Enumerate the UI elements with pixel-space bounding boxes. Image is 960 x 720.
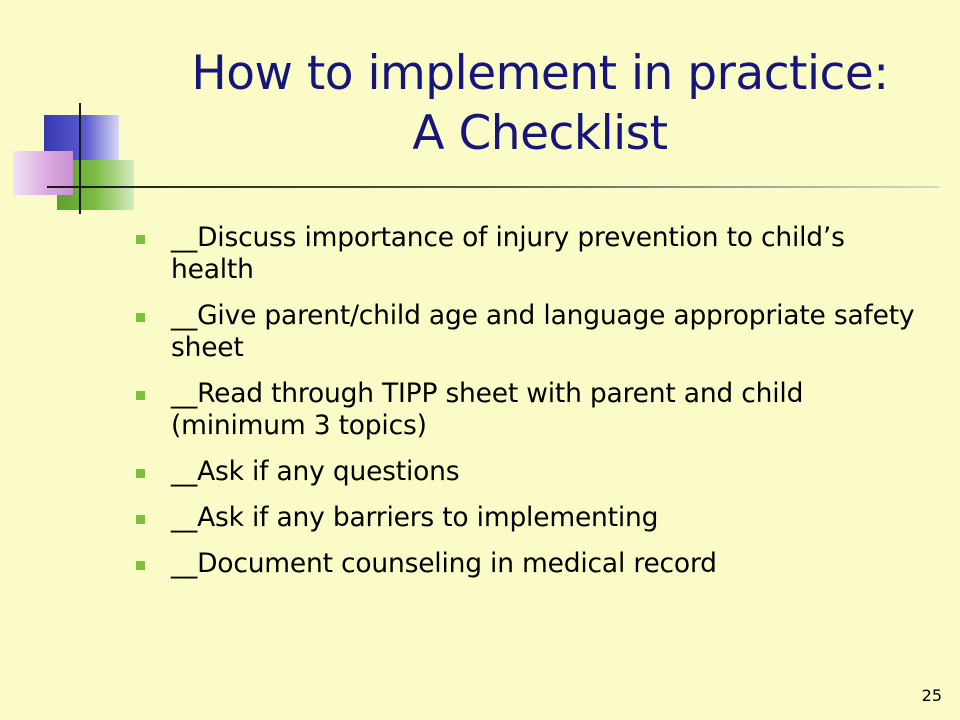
checklist-item-text: __Ask if any questions bbox=[171, 456, 460, 487]
bullet-icon bbox=[136, 235, 145, 244]
slide-title bbox=[130, 44, 950, 164]
page-number: 25 bbox=[921, 686, 942, 705]
bullet-icon bbox=[136, 391, 145, 400]
checklist-item bbox=[134, 378, 924, 442]
bullet-icon bbox=[136, 469, 145, 478]
checklist-item-text: __Read through TIPP sheet with parent and child (minimum 3 topics) bbox=[171, 378, 804, 441]
checklist-item bbox=[134, 456, 924, 488]
checklist-item bbox=[134, 548, 924, 580]
slide-title-line-1: How to implement in practice: bbox=[191, 46, 889, 101]
decorative-pink-square bbox=[13, 151, 73, 195]
checklist-item-text: __Document counseling in medical record bbox=[171, 548, 717, 579]
bullet-icon bbox=[136, 515, 145, 524]
decorative-vertical-line bbox=[79, 103, 81, 214]
checklist-item-text: __Ask if any barriers to implementing bbox=[171, 502, 659, 533]
checklist-item-text: __Discuss importance of injury prevention to child’s health bbox=[171, 222, 845, 285]
bullet-icon bbox=[136, 561, 145, 570]
checklist-item bbox=[134, 300, 924, 364]
checklist-item bbox=[134, 502, 924, 534]
checklist bbox=[134, 222, 924, 594]
checklist-item bbox=[134, 222, 924, 286]
checklist-item-text: __Give parent/child age and language appropriate safety sheet bbox=[171, 300, 915, 363]
slide-title-line-2: A Checklist bbox=[412, 106, 668, 161]
title-underline bbox=[47, 186, 939, 188]
bullet-icon bbox=[136, 313, 145, 322]
